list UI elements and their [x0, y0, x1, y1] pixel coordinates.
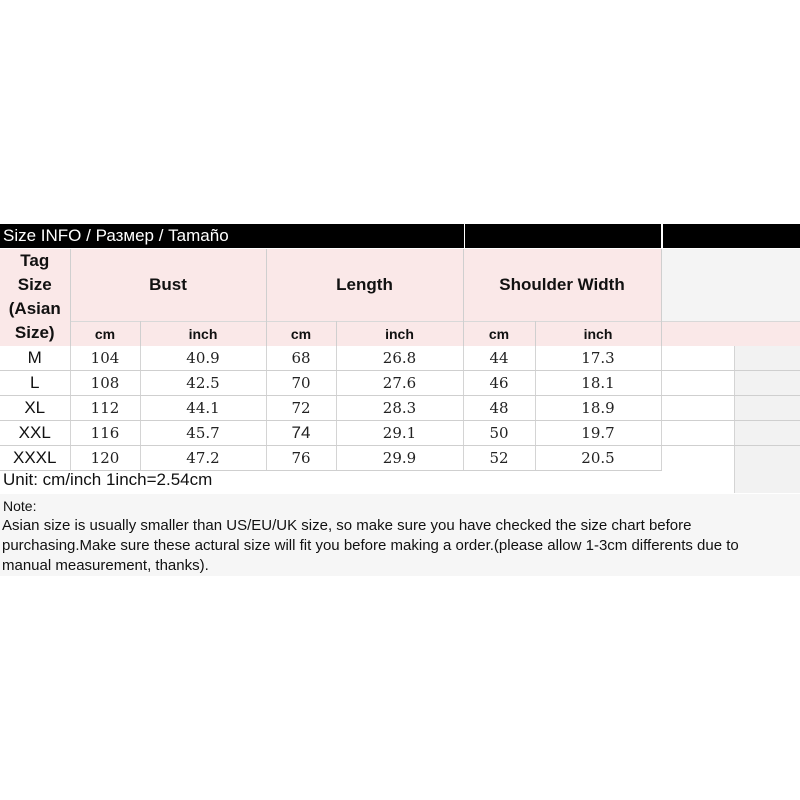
length-cm: 74: [266, 420, 336, 445]
tag-size-header-line: Tag: [20, 251, 50, 271]
size-label: L: [0, 370, 70, 395]
empty-cell: [734, 445, 800, 470]
bust-cm: 108: [70, 370, 140, 395]
empty-cell: [734, 370, 800, 395]
bust-inch: 47.2: [140, 445, 266, 470]
shoulder-cm: 48: [463, 395, 535, 420]
table-row: [0, 445, 800, 470]
length-inch: 26.8: [336, 346, 463, 371]
bust-cm: 120: [70, 445, 140, 470]
length-cm: 68: [266, 346, 336, 371]
empty-cell: [734, 395, 800, 420]
empty-cell: [661, 395, 734, 420]
size-label: M: [0, 346, 70, 371]
empty-cell: [734, 420, 800, 445]
empty-cell: [735, 469, 800, 493]
unit-header: inch: [140, 321, 266, 346]
bust-inch: 42.5: [140, 370, 266, 395]
empty-cell: [734, 346, 800, 371]
empty-header-cell: [661, 249, 800, 321]
tag-size-header: [0, 249, 70, 346]
length-cm: 76: [266, 445, 336, 470]
unit-header: cm: [70, 321, 140, 346]
tag-size-header-line: Size): [14, 323, 55, 343]
shoulder-inch: 18.9: [535, 395, 661, 420]
title-bar-segment: [663, 224, 800, 248]
length-inch: 27.6: [336, 370, 463, 395]
empty-cell: [661, 445, 734, 470]
bust-inch: 45.7: [140, 420, 266, 445]
shoulder-inch: 20.5: [535, 445, 661, 470]
shoulder-inch: 19.7: [535, 420, 661, 445]
bust-cm: 112: [70, 395, 140, 420]
shoulder-inch: 17.3: [535, 346, 661, 371]
shoulder-cm: 52: [463, 445, 535, 470]
empty-cell: [661, 346, 734, 371]
note-block: [0, 494, 800, 576]
size-label: XL: [0, 395, 70, 420]
bust-cm: 116: [70, 420, 140, 445]
chart-title: Size INFO / Размер / Tamaño: [3, 226, 229, 245]
shoulder-cm: 44: [463, 346, 535, 371]
tag-size-header-line: Size: [17, 275, 52, 295]
empty-cell: [662, 469, 735, 493]
length-header: Length: [266, 249, 463, 321]
empty-unit-cell: [661, 321, 800, 346]
bust-cm: 104: [70, 346, 140, 371]
table-row: [0, 395, 800, 420]
shoulder-cm: 46: [463, 370, 535, 395]
bust-header: Bust: [70, 249, 266, 321]
empty-cell: [661, 420, 734, 445]
length-inch: 29.1: [336, 420, 463, 445]
table-row: [0, 420, 800, 445]
length-cm: 72: [266, 395, 336, 420]
bust-inch: 40.9: [140, 346, 266, 371]
length-inch: 29.9: [336, 445, 463, 470]
length-cm: 70: [266, 370, 336, 395]
tag-size-header-line: (Asian: [8, 299, 61, 319]
title-bar-segment: [465, 224, 661, 248]
note-text: Asian size is usually smaller than US/EU/UK size, so make sure you have checked the size chart before purchasing.Make sure these actural size will fit you before making a order.(please allow 1-3cm differents due to manual measurement, thanks).: [2, 517, 739, 574]
size-label: XXL: [0, 420, 70, 445]
table-row: [0, 346, 800, 371]
bust-inch: 44.1: [140, 395, 266, 420]
size-label: XXXL: [0, 445, 70, 470]
unit-header: inch: [535, 321, 661, 346]
unit-header: cm: [266, 321, 336, 346]
shoulder-width-header: Shoulder Width: [463, 249, 661, 321]
unit-header: inch: [336, 321, 463, 346]
size-table: [0, 249, 800, 471]
shoulder-inch: 18.1: [535, 370, 661, 395]
unit-header: cm: [463, 321, 535, 346]
length-inch: 28.3: [336, 395, 463, 420]
empty-cell: [661, 370, 734, 395]
note-label: Note:: [3, 498, 37, 514]
unit-note: Unit: cm/inch 1inch=2.54cm: [3, 470, 213, 489]
table-row: [0, 370, 800, 395]
shoulder-cm: 50: [463, 420, 535, 445]
